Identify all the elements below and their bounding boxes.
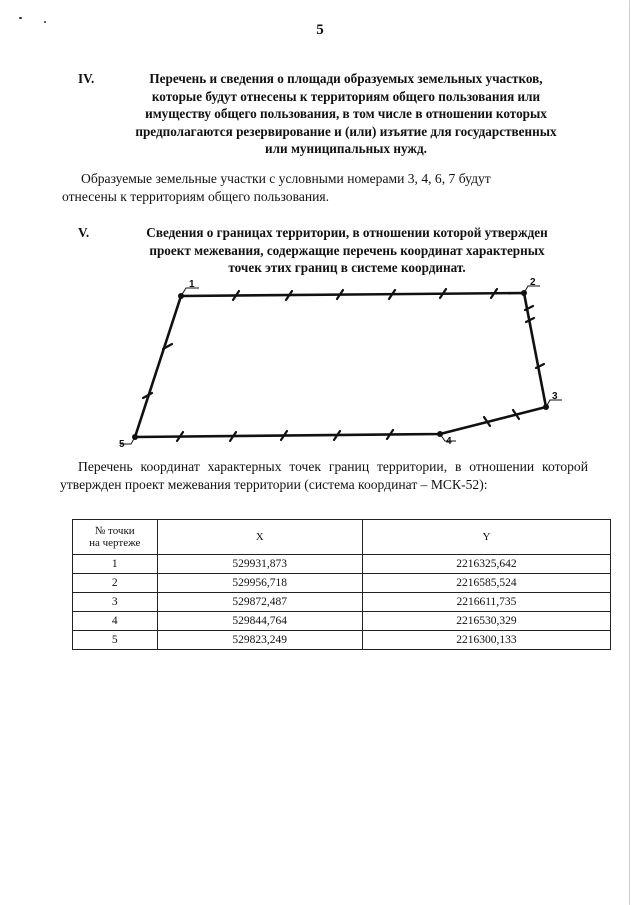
- table-row: [73, 612, 611, 631]
- coordinates-table: [72, 519, 611, 650]
- cell-point-number: 3: [73, 593, 158, 612]
- header-x: X: [157, 520, 362, 555]
- point-label-2: 2: [530, 277, 536, 288]
- table-row: [73, 574, 611, 593]
- section-number: V.: [78, 225, 90, 240]
- cell-point-number: 4: [73, 612, 158, 631]
- heading-line: Перечень и сведения о площади образуемых земельных участков,: [149, 71, 543, 86]
- heading-line: или муниципальных нужд.: [265, 141, 427, 156]
- cell-x: 529956,718: [157, 574, 362, 593]
- cell-point-number: 1: [73, 555, 158, 574]
- cell-x: 529823,249: [157, 631, 362, 650]
- cell-y: 2216611,735: [362, 593, 610, 612]
- cell-x: 529844,764: [157, 612, 362, 631]
- paragraph-coordinates-intro: Перечень координат характерных точек границ территории, в отношении которой утвержден проект межевания территории (система координат – МСК-52):: [60, 459, 588, 492]
- table-row: [73, 631, 611, 650]
- heading-line: предполагаются резервирование и (или) изъятие для государственных: [135, 123, 557, 139]
- heading-line: имуществу общего пользования, в том числе в отношении которых: [145, 106, 547, 121]
- header-line: № точки: [94, 525, 135, 537]
- paragraph-line: Образуемые земельные участки с условными номерами 3, 4, 6, 7 будут: [81, 171, 491, 186]
- table-row: [73, 555, 611, 574]
- heading-line: проект межевания, содержащие перечень координат характерных: [149, 242, 545, 258]
- cell-point-number: 5: [73, 631, 158, 650]
- header-line: на чертеже: [89, 537, 141, 549]
- header-point-number: [73, 520, 158, 555]
- cell-x: 529931,873: [157, 555, 362, 574]
- heading-line: Сведения о границах территории, в отношении которой утвержден: [146, 225, 548, 240]
- heading-line: которые будут отнесены к территориям общего пользования или: [151, 88, 541, 104]
- point-label-5: 5: [119, 439, 125, 450]
- point-label-1: 1: [189, 279, 195, 290]
- cell-y: 2216530,329: [362, 612, 610, 631]
- cell-y: 2216325,642: [362, 555, 610, 574]
- heading-line: точек этих границ в системе координат.: [228, 260, 466, 275]
- point-label-4: 4: [446, 436, 452, 447]
- cell-x: 529872,487: [157, 593, 362, 612]
- cell-y: 2216585,524: [362, 574, 610, 593]
- boundary-polygon: [135, 293, 546, 437]
- paragraph-line: отнесены к территориям общего пользования.: [62, 189, 330, 204]
- cell-point-number: 2: [73, 574, 158, 593]
- point-label-3: 3: [552, 391, 558, 402]
- table-header-row: [73, 520, 611, 555]
- point-labels: [119, 277, 558, 450]
- boundary-ticks: [143, 289, 544, 441]
- cell-y: 2216300,133: [362, 631, 610, 650]
- section-number: IV.: [78, 71, 95, 86]
- vertex-markers: [132, 290, 549, 440]
- table-row: [73, 593, 611, 612]
- header-y: Y: [362, 520, 610, 555]
- page-number: 5: [316, 22, 324, 38]
